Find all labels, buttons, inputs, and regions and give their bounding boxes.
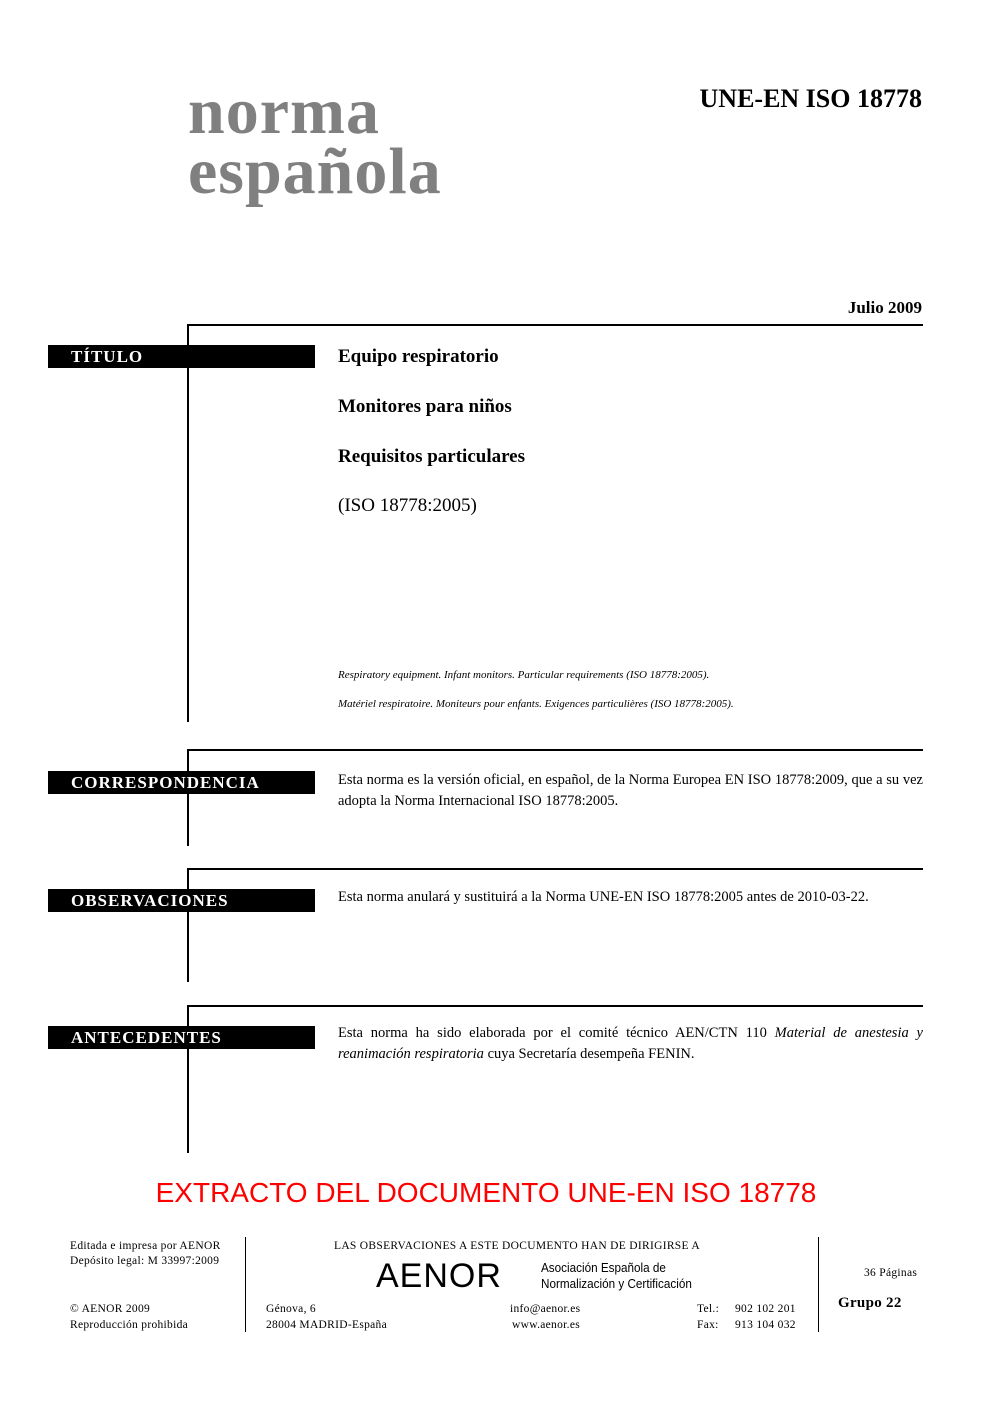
aenor-logo: AENOR [376, 1257, 502, 1295]
correspondencia-side-rule [187, 749, 189, 846]
footer-website[interactable]: www.aenor.es [512, 1319, 581, 1331]
antecedentes-label: ANTECEDENTES [48, 1026, 315, 1049]
correspondencia-label: CORRESPONDENCIA [48, 771, 315, 794]
antecedentes-text [338, 1023, 923, 1065]
observaciones-text: Esta norma anulará y sustituirá a la Norma UNE-EN ISO 18778:2005 antes de 2010-03-22. [338, 889, 869, 905]
titulo-top-rule [187, 324, 923, 326]
observaciones-top-rule [187, 868, 923, 870]
title-english: Respiratory equipment. Infant monitors. Particular requirements (ISO 18778:2005). [338, 669, 710, 681]
brand-espanola: española [188, 135, 442, 208]
footer-reproduction: Reproducción prohibida [70, 1319, 189, 1331]
correspondencia-top-rule [187, 749, 923, 751]
extract-notice: EXTRACTO DEL DOCUMENTO UNE-EN ISO 18778 [155, 1177, 817, 1208]
title-line-2: Monitores para niños [338, 396, 512, 417]
footer-edited: Editada e impresa por AENOR [70, 1240, 221, 1252]
aenor-association-line-2: Normalización y Certificación [541, 1276, 692, 1291]
footer-observations-header: LAS OBSERVACIONES A ESTE DOCUMENTO HAN DE DIRIGIRSE A [334, 1240, 700, 1252]
correspondencia-text: Esta norma es la versión oficial, en español, de la Norma Europea EN ISO 18778:2009, que a su vez adopta la Norma Internacional ISO 18778:2005. [338, 772, 923, 809]
antecedentes-text-end: cuya Secretaría desempeña FENIN. [483, 1046, 695, 1062]
footer-fax: 913 104 032 [735, 1319, 796, 1331]
footer-copyright: © AENOR 2009 [70, 1303, 151, 1315]
footer-email[interactable]: info@aenor.es [510, 1303, 581, 1315]
aenor-association-line-1: Asociación Española de [541, 1260, 666, 1275]
footer-tel: 902 102 201 [735, 1303, 796, 1315]
footer-pages: 36 Páginas [864, 1267, 918, 1279]
antecedentes-text-start: Esta norma ha sido elaborada por el comité técnico AEN/CTN 110 [338, 1025, 775, 1041]
antecedentes-top-rule [187, 1005, 923, 1007]
antecedentes-committee-name: Material de anestesia y reanimación respiratoria [338, 1025, 923, 1062]
titulo-label: TÍTULO [48, 345, 315, 368]
footer-fax-label: Fax: [697, 1319, 719, 1331]
observaciones-label: OBSERVACIONES [48, 889, 315, 912]
footer-address-line-2: 28004 MADRID-España [266, 1319, 388, 1331]
title-french: Matériel respiratoire. Moniteurs pour enfants. Exigences particulières (ISO 18778:2005). [338, 698, 734, 710]
footer-address-line-1: Génova, 6 [266, 1303, 316, 1315]
titulo-side-rule [187, 324, 189, 722]
footer-tel-label: Tel.: [697, 1303, 720, 1315]
footer-divider-right [818, 1237, 819, 1332]
footer-divider-left [245, 1237, 246, 1332]
brand-norma: norma [188, 75, 380, 148]
document-number: UNE-EN ISO 18778 [699, 84, 922, 113]
aenor-association [541, 1260, 692, 1292]
footer-group: Grupo 22 [838, 1295, 902, 1311]
document-date: Julio 2009 [847, 298, 922, 317]
observaciones-side-rule [187, 868, 189, 982]
title-line-4: (ISO 18778:2005) [338, 495, 477, 516]
title-line-3: Requisitos particulares [338, 446, 526, 467]
footer-deposito: Depósito legal: M 33997:2009 [70, 1255, 220, 1267]
title-line-1: Equipo respiratorio [338, 346, 499, 367]
